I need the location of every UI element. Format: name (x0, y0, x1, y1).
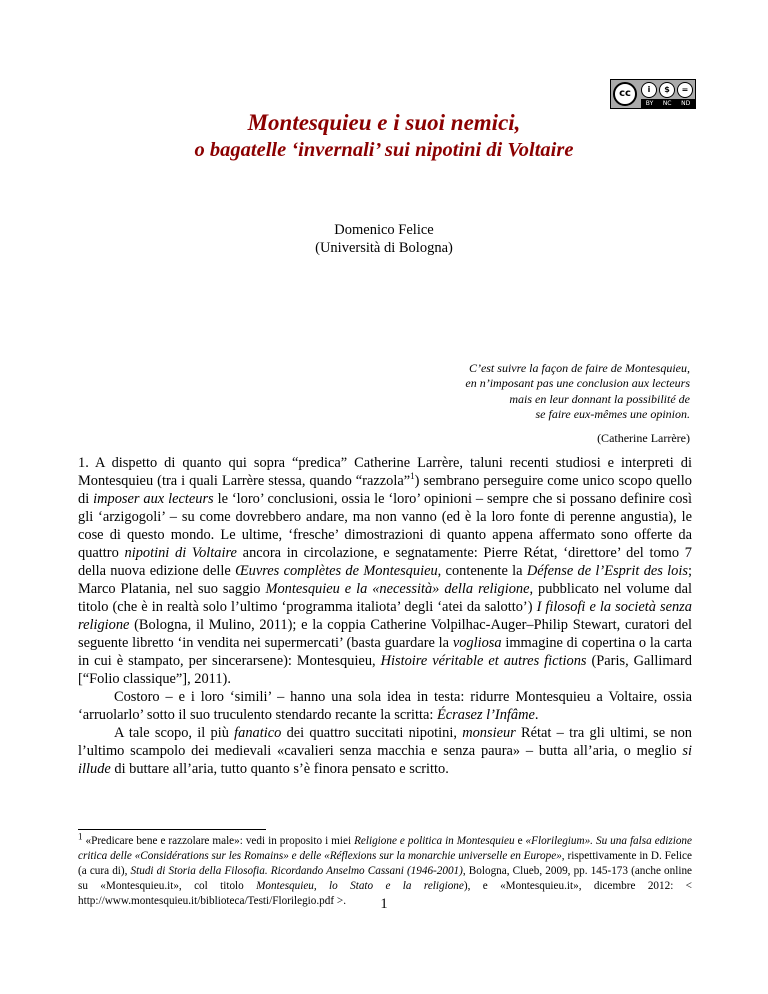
epigraph-line: mais en leur donnant la possibilité de (509, 391, 690, 406)
attribution-icon: i (641, 82, 657, 98)
epigraph-line: C’est suivre la façon de faire de Montesquieu, (468, 361, 690, 375)
license-labels (641, 99, 695, 108)
epigraph (350, 361, 690, 422)
epigraph-line: se faire eux-mêmes une opinion. (535, 406, 690, 421)
author-affiliation: (Università di Bologna) (315, 240, 453, 256)
page-number: 1 (380, 896, 388, 912)
document-subtitle: o bagatelle ‘invernali’ sui nipotini di Voltaire (194, 139, 574, 161)
paragraph-3: A tale scopo, il più fanatico dei quattro succitati nipotini, monsieur Rétat – tra gli ultimi, se non l’ultimo scampolo dei medievali «cavalieri senza macchia e senza paura» – butta all’aria, o meglio si illude di buttare all’aria, tutto quanto s’è finora pensato e scritto. (78, 725, 692, 777)
footnote-ref[interactable]: 1 (410, 471, 415, 482)
footnote-separator (78, 829, 266, 830)
license-label-nd: ND (681, 100, 691, 107)
license-label-nc: NC (662, 100, 672, 107)
author-name: Domenico Felice (334, 222, 434, 238)
cc-icon: cc (613, 82, 637, 106)
footnote: $^1$ «Predicare bene e razzolare male»: vedi in proposito i miei Religione e politica in Montesquieu e «Florilegium». Su una falsa edizione critica delle «Considérations sur les Romains» e delle «Réflexions sur la monarchie universelle en Europe», rispettivamente in D. Felice (a cura di), Studi di Storia della Filosofia. Ricordando Anselmo Cassani (1946-2001), Bologna, Clueb, 2009, pp. 145-173 (anche online su «Montesquieu.it», col titolo Montesquieu, lo Stato e la religione), e «Montesquieu.it», dicembre 2012: < http://www.montesquieu.it/biblioteca/Testi/Florilegio.pdf >. (78, 831, 693, 907)
paragraph-1: 1. A dispetto di quanto qui sopra “predica” Catherine Larrère, taluni recenti studiosi e interpreti di Montesquieu (tra i quali Larrère stessa, quando “razzola”$^1$) sembrano perseguire come unico scopo quello di imposer aux lecteurs le ‘loro’ conclusioni, ossia le ‘loro’ opinioni – sempre che si possano definire così gli ‘arzigogoli’ – su come dovrebbero andare, ma non vanno (ed è la loro fonte di perenne angustia), le cose di questo mondo. Le ultime, ‘fresche’ dimostrazioni di quanto appena affermato sono offerte da quattro nipotini di Voltaire ancora in circolazione, e segnatamente: Pierre Rétat, ‘direttore’ del tomo 7 della nuova edizione delle Œuvres complètes de Montesquieu, contenente la Défense de l’Esprit des lois; Marco Platania, nel suo saggio Montesquieu e la «necessità» della religione, pubblicato nel volume dal titolo (che è in realtà solo l’ultimo ‘programma italiota’ degli ‘atei da salotto’) I filosofi e la società senza religione (Bologna, il Mulino, 2011); e la coppia Catherine Volpilhac-Auger–Philip Stewart, curatori del seguente libretto ‘in vendita nei supermercati’ (basta guardare la vogliosa immagine di copertina o la carta in cui è stampato, per sincerarsene): Montesquieu, Histoire véritable et autres fictions (Paris, Gallimard [“Folio classique”], 2011). (78, 455, 693, 687)
paragraph-2: Costoro – e i loro ‘simili’ – hanno una sola idea in testa: ridurre Montesquieu a Voltaire, ossia ‘arruolarlo’ sotto il suo truculento stendardo recante la scritta: Écrasez l’Infâme. (78, 689, 692, 723)
license-label-by: BY (645, 100, 654, 107)
epigraph-line: en n’imposant pas une conclusion aux lecteurs (465, 376, 690, 391)
footnote-number: 1 (78, 831, 83, 842)
cc-license-badge[interactable] (610, 79, 696, 109)
noncommercial-icon: $ (659, 82, 675, 98)
epigraph-source: (Catherine Larrère) (597, 431, 690, 445)
body-text (78, 454, 692, 778)
document-title: Montesquieu e i suoi nemici, (247, 110, 521, 135)
noderivatives-icon: = (677, 82, 693, 98)
footnote-link[interactable]: ), e «Montesquieu.it», dicembre 2012: < http://www.montesquieu.it/biblioteca/Testi/Florilegio.pdf >. (78, 880, 692, 907)
